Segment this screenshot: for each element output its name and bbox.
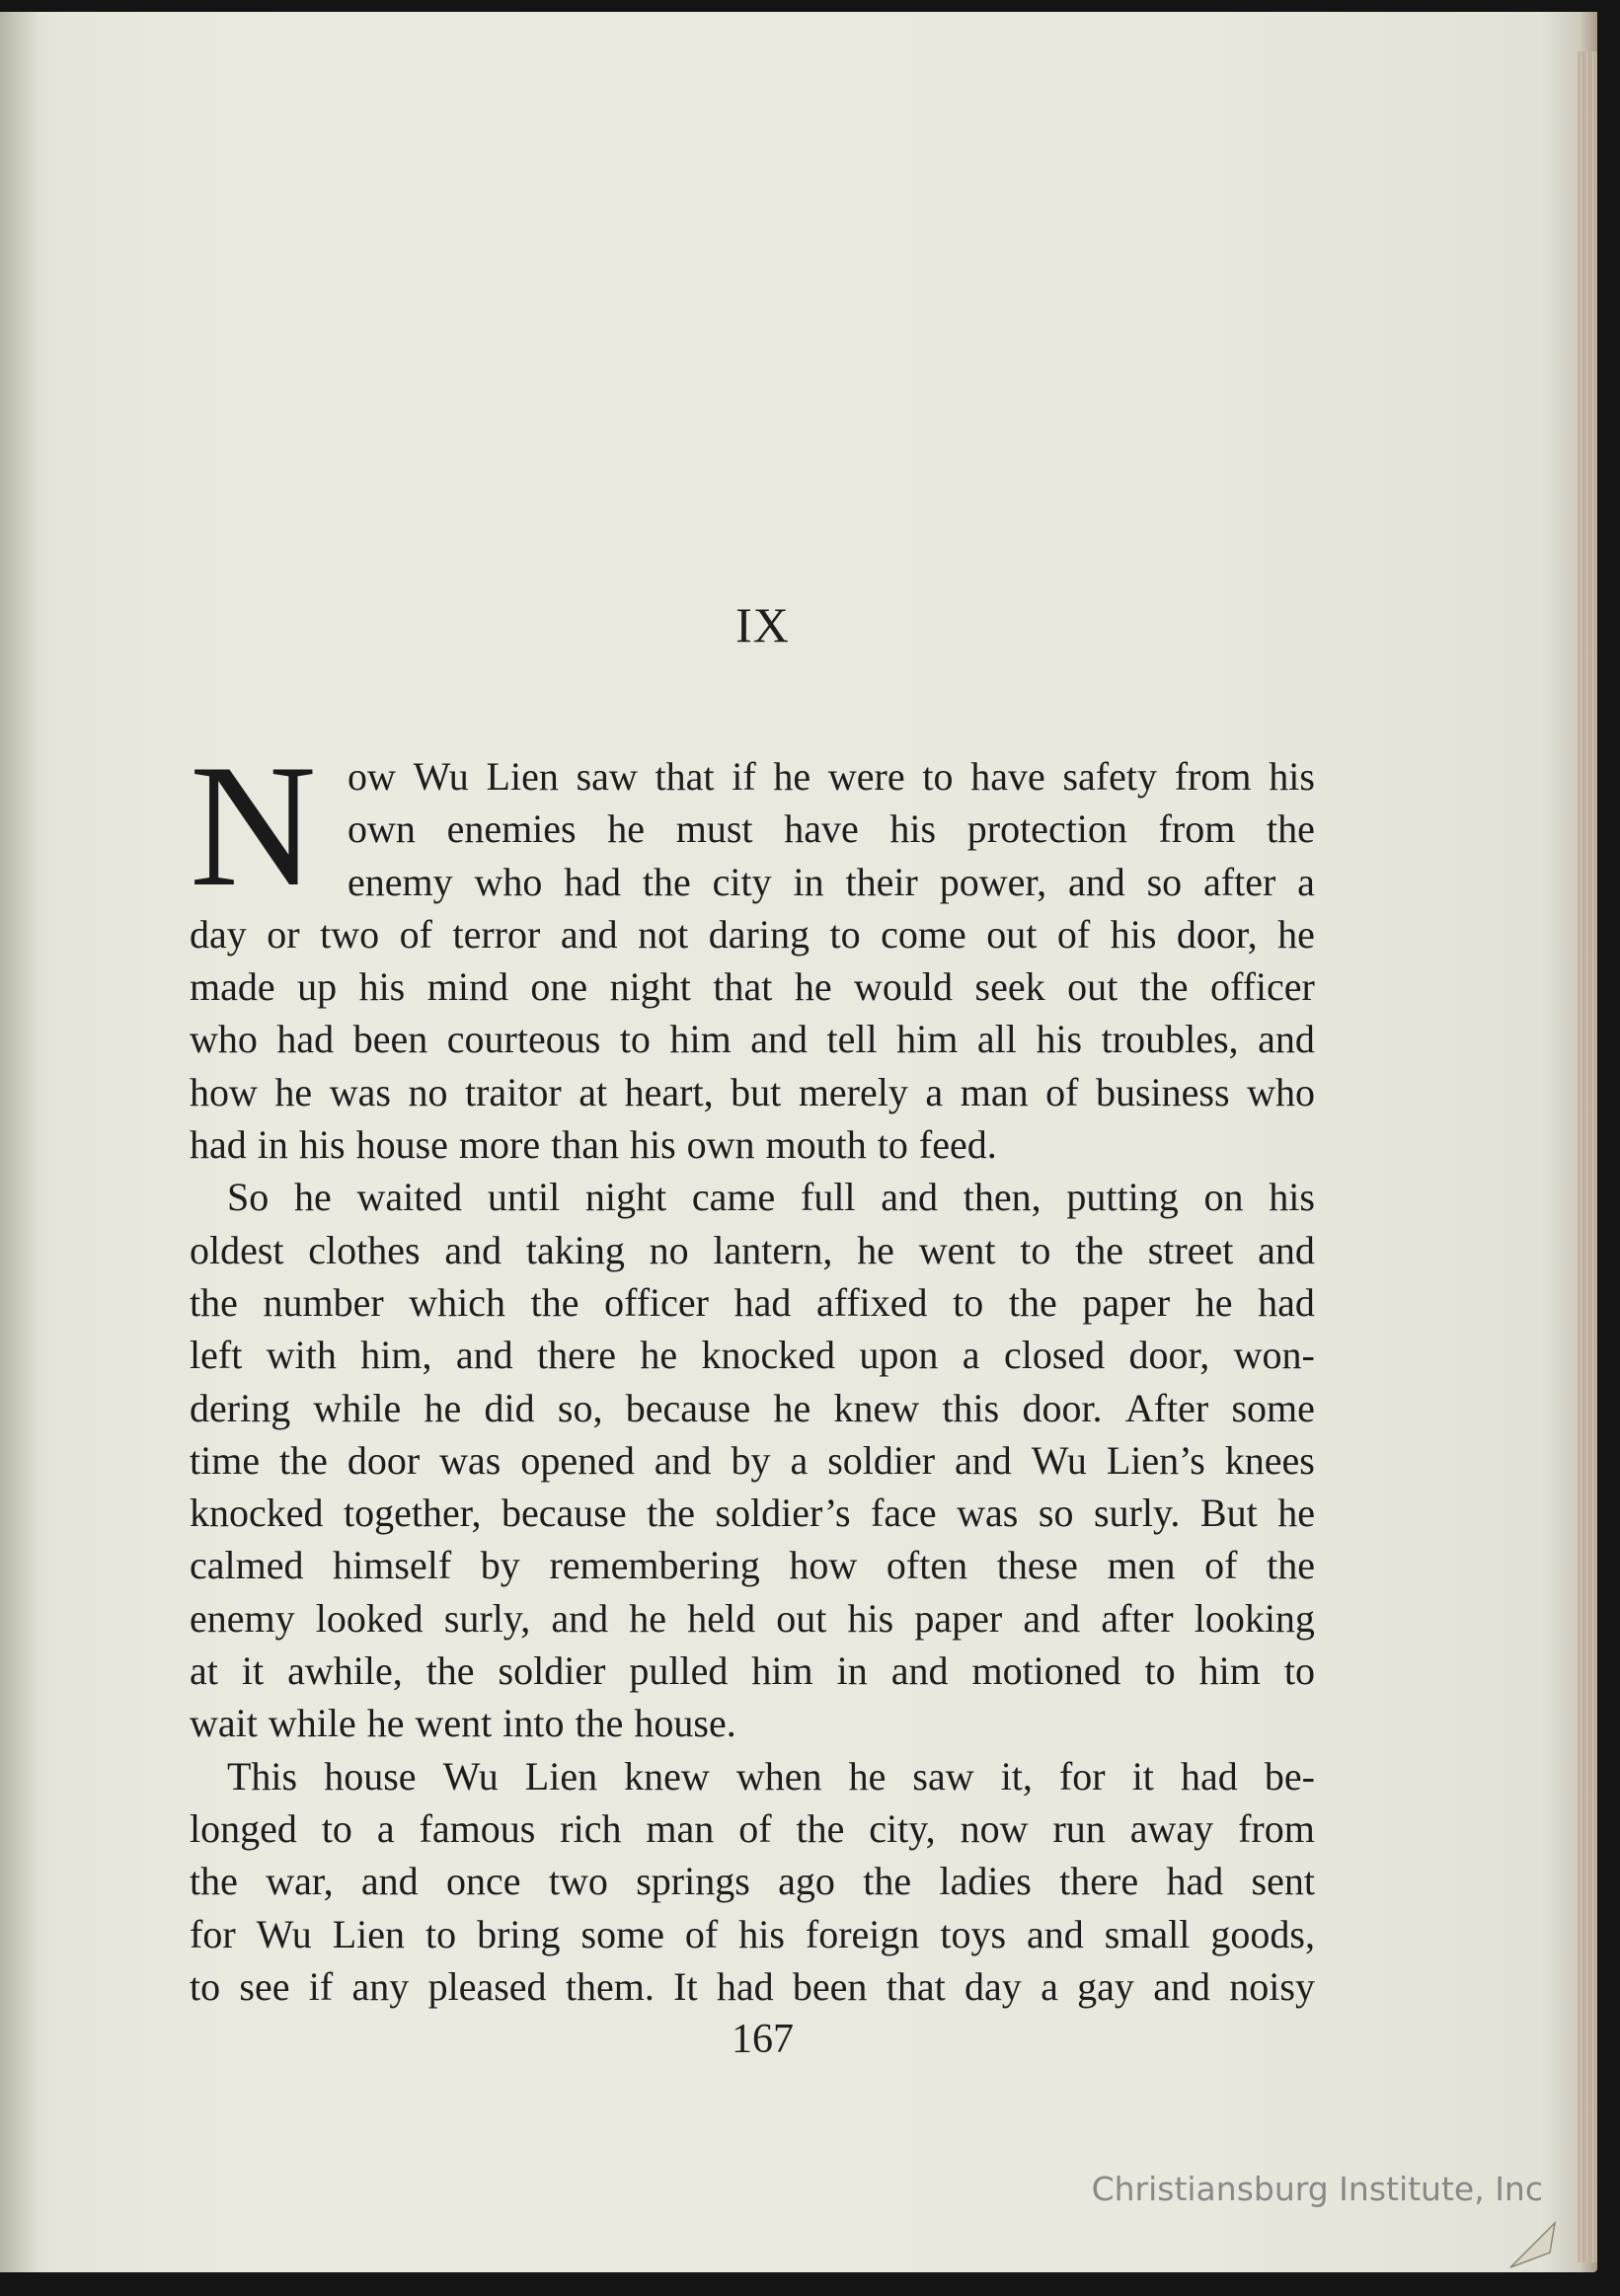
text-line: enemy looked surly, and he held out his paper and after looking (190, 1595, 1315, 1641)
text-line: longed to a famous rich man of the city, now run away from (190, 1805, 1315, 1851)
text-line: for Wu Lien to bring some of his foreign toys and small goods, (190, 1911, 1315, 1956)
page-edge-stack (1578, 51, 1597, 2262)
gutter-shadow (0, 12, 39, 2272)
text-line: had in his house more than his own mouth to feed. (190, 1122, 997, 1168)
text-line: to see if any pleased them. It had been that day a gay and noisy (190, 1963, 1315, 2009)
text-line: This house Wu Lien knew when he saw it, for it had be- (227, 1753, 1315, 1799)
text-line: at it awhile, the soldier pulled him in and motioned to him to (190, 1648, 1315, 1694)
text-line: made up his mind one night that he would seek out the officer (190, 964, 1315, 1010)
text-line: time the door was opened and by a soldier and Wu Lien’s knees (190, 1437, 1315, 1483)
drop-cap: N (190, 727, 317, 923)
text-line: dering while he did so, because he knew this door. After some (190, 1385, 1315, 1430)
text-line: how he was no traitor at heart, but merely a man of business who (190, 1069, 1315, 1114)
page-corner-curl (1501, 2213, 1560, 2272)
body-text (190, 727, 1315, 2013)
text-line: the war, and once two springs ago the ladies there had sent (190, 1859, 1315, 1904)
text-line: left with him, and there he knocked upon a closed door, won- (190, 1333, 1315, 1378)
text-line: who had been courteous to him and tell him all his troubles, and (190, 1017, 1315, 1062)
text-line: ow Wu Lien saw that if he were to have safety from his (347, 754, 1315, 799)
chapter-number: IX (735, 597, 790, 652)
text-line: knocked together, because the soldier’s face was so surly. But he (190, 1491, 1315, 1536)
text-line: calmed himself by remembering how often these men of the (190, 1543, 1315, 1588)
book-page (0, 12, 1597, 2272)
text-line: wait while he went into the house. (190, 1701, 736, 1746)
text-line: day or two of terror and not daring to come out of his door, he (190, 911, 1315, 957)
text-line: own enemies he must have his protection from the (347, 806, 1315, 852)
page-number: 167 (732, 2017, 794, 2062)
text-line: oldest clothes and taking no lantern, he went to the street and (190, 1227, 1315, 1272)
text-line: So he waited until night came full and then, putting on his (227, 1175, 1315, 1220)
text-line: the number which the officer had affixed to the paper he had (190, 1279, 1315, 1325)
text-line: enemy who had the city in their power, and so after a (347, 859, 1315, 904)
watermark: Christiansburg Institute, Inc (1091, 2170, 1543, 2208)
